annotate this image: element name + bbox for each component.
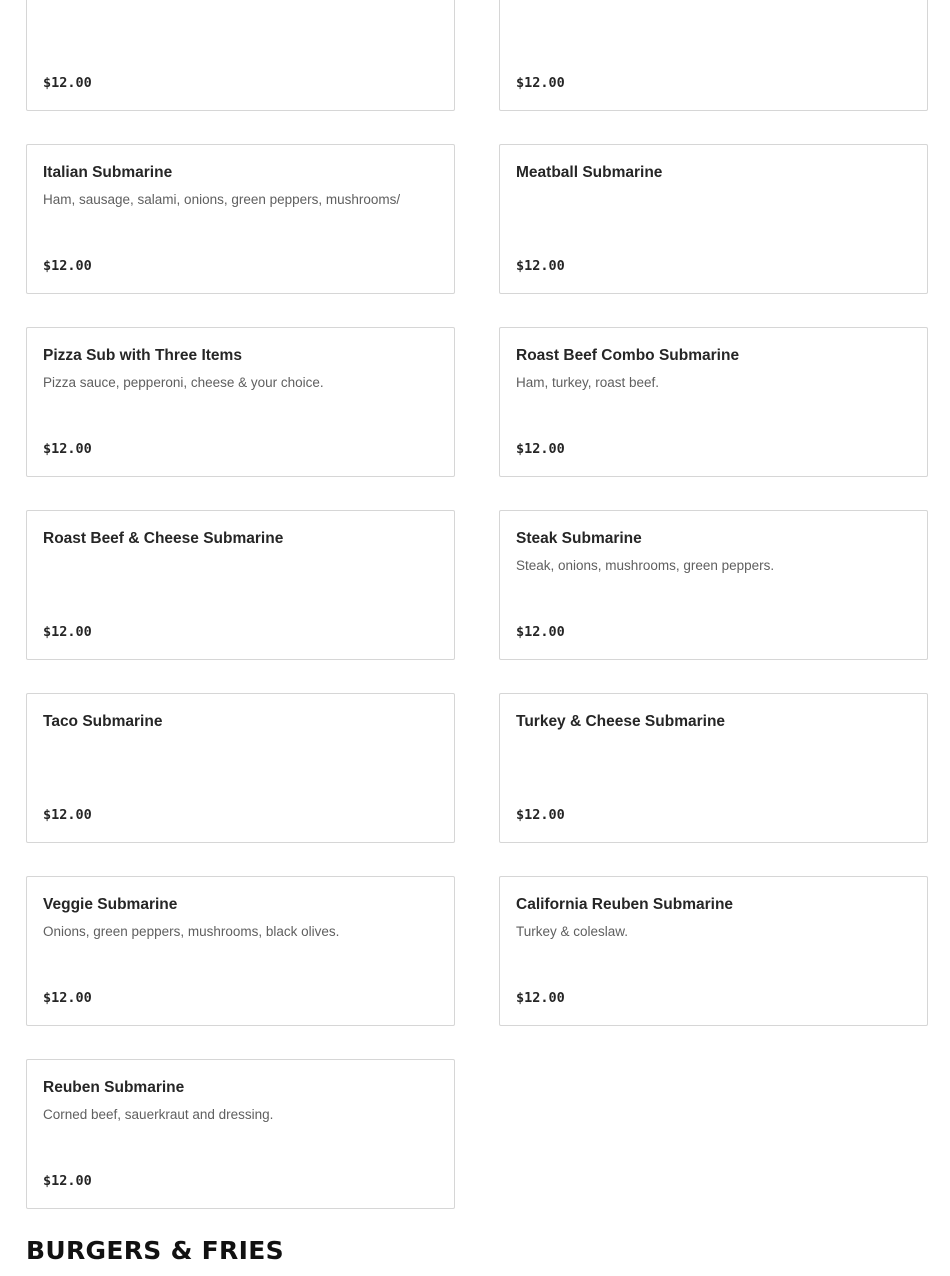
item-price: $12.00	[516, 624, 565, 640]
menu-item-card[interactable]	[26, 510, 455, 660]
menu-item-card[interactable]	[26, 693, 455, 843]
item-price: $12.00	[516, 75, 565, 91]
item-price: $12.00	[43, 1173, 92, 1189]
menu-item-card[interactable]	[499, 693, 928, 843]
menu-items-grid	[26, 0, 928, 1209]
section-title-burgers-fries: BURGERS & FRIES	[26, 1236, 284, 1265]
item-name: Turkey & Cheese Submarine	[516, 713, 726, 730]
item-price: $12.00	[43, 258, 92, 274]
item-description: Steak, onions, mushrooms, green peppers.	[516, 558, 775, 573]
menu-item-card[interactable]	[499, 510, 928, 660]
menu-item-card[interactable]	[26, 327, 455, 477]
item-price: $12.00	[516, 441, 565, 457]
item-price: $12.00	[516, 258, 565, 274]
item-description: Onions, green peppers, mushrooms, black olives.	[43, 924, 340, 939]
item-name: Italian Submarine	[43, 164, 173, 181]
item-name: Reuben Submarine	[43, 1079, 185, 1096]
menu-item-card[interactable]	[26, 0, 455, 111]
item-name: Roast Beef & Cheese Submarine	[43, 530, 284, 547]
item-price: $12.00	[43, 624, 92, 640]
item-price: $12.00	[516, 807, 565, 823]
menu-item-card[interactable]	[499, 144, 928, 294]
item-price: $12.00	[43, 441, 92, 457]
item-description: Ham, sausage, salami, onions, green peppers, mushrooms/	[43, 192, 401, 207]
menu-item-card[interactable]	[499, 0, 928, 111]
item-price: $12.00	[43, 75, 92, 91]
item-price: $12.00	[43, 807, 92, 823]
item-name: Meatball Submarine	[516, 164, 663, 181]
item-name: Steak Submarine	[516, 530, 642, 547]
item-name: California Reuben Submarine	[516, 896, 734, 913]
item-name: Veggie Submarine	[43, 896, 178, 913]
menu-item-card[interactable]	[499, 327, 928, 477]
item-description: Corned beef, sauerkraut and dressing.	[43, 1107, 274, 1122]
menu-item-card[interactable]	[26, 876, 455, 1026]
menu-item-card[interactable]	[26, 1059, 455, 1209]
item-description: Turkey & coleslaw.	[516, 924, 629, 939]
item-name: Roast Beef Combo Submarine	[516, 347, 740, 364]
menu-item-card[interactable]	[499, 876, 928, 1026]
item-name: Taco Submarine	[43, 713, 163, 730]
menu-item-card[interactable]	[26, 144, 455, 294]
item-price: $12.00	[516, 990, 565, 1006]
item-description: Ham, turkey, roast beef.	[516, 375, 660, 390]
item-name: Pizza Sub with Three Items	[43, 347, 242, 364]
item-description: Pizza sauce, pepperoni, cheese & your choice.	[43, 375, 324, 390]
item-price: $12.00	[43, 990, 92, 1006]
